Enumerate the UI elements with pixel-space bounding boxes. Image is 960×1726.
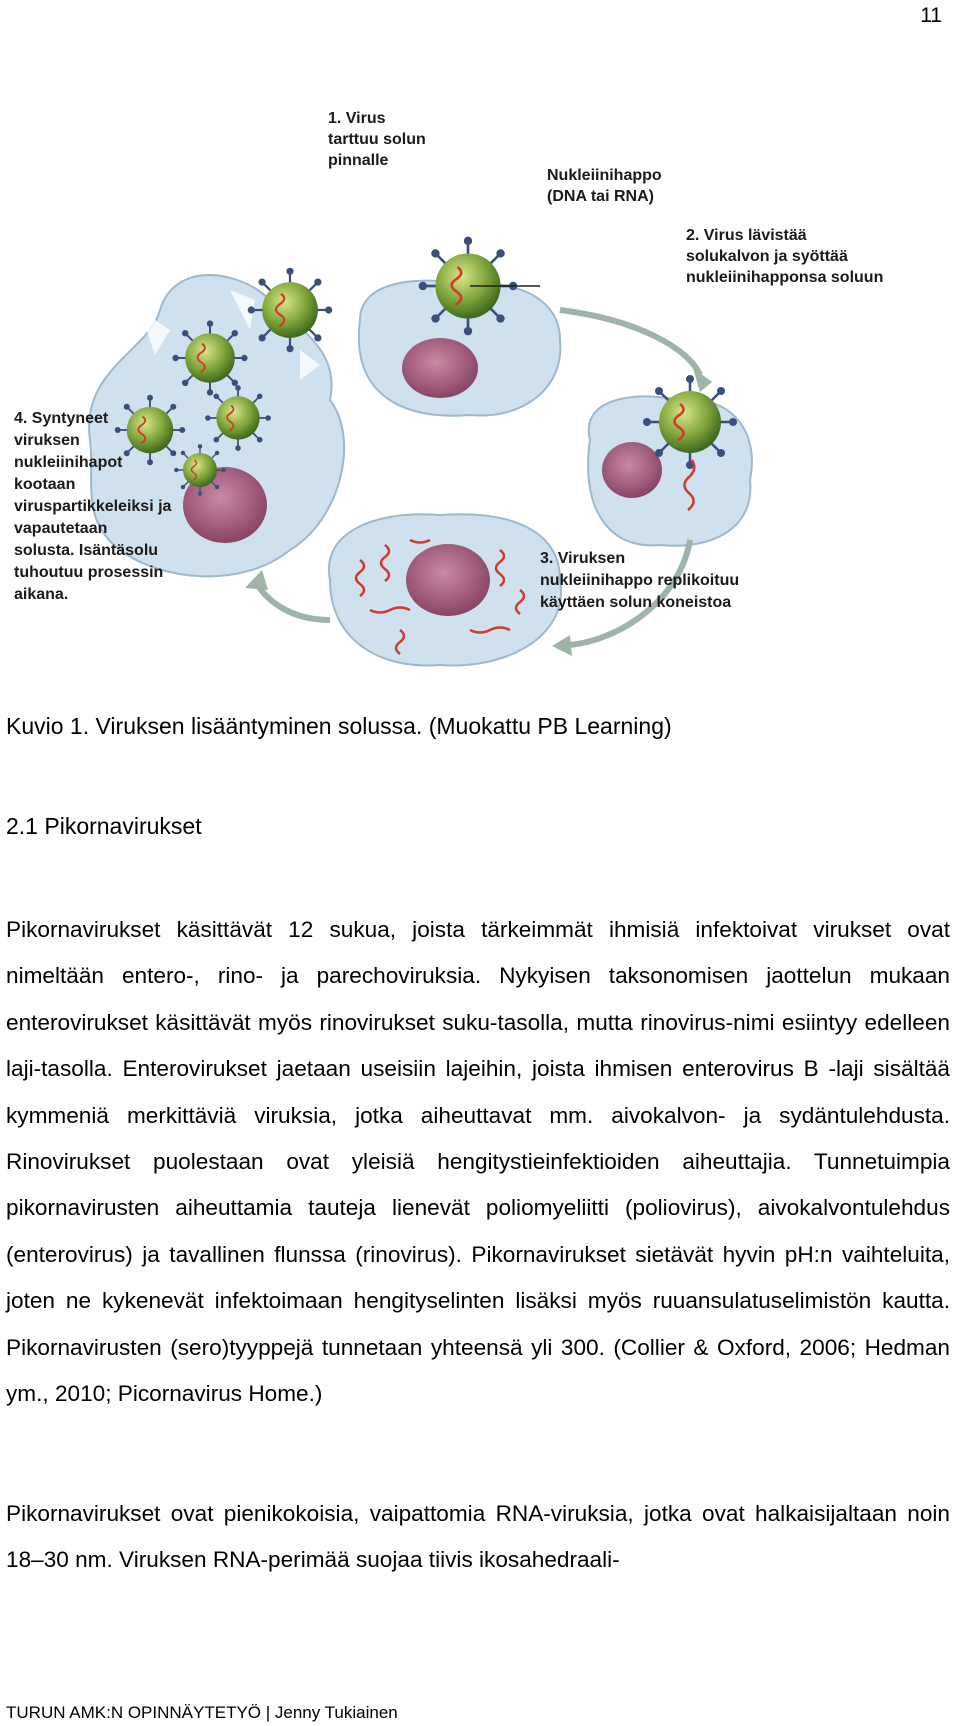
label-nucleic-line1: Nukleiinihappo xyxy=(547,167,662,184)
paragraph-1: Pikornavirukset käsittävät 12 sukua, joista tärkeimmät ihmisiä infektoivat virukset ovat nimeltään entero-, rino- ja parechoviruksia. Nykyisen taksonomisen jaottelun mukaan enterovirukset käsittävät myös rinovirukset suku-tasolla, mutta rinovirus-nimi esiintyy edelleen laji-tasolla. Enterovirukset jaetaan useisiin lajeihin, joista ihmisen enterovirus B -laji sisältää kymmeniä merkittäviä viruksia, jotka aiheuttavat mm. aivokalvon- ja sydäntulehdusta. Rinovirukset puolestaan ovat yleisiä hengitystieinfektioiden aiheuttajia. Tunnetuimpia pikornavirusten aiheuttamia tauteja lienevät poliomyeliitti (poliovirus), aivokalvontulehdus (enterovirus) ja tavallinen flunssa (rinovirus). Pikornavirukset sietävät hyvin pH:n vaihteluita, joten ne kykenevät infektoimaan hengityselinten lisäksi myös ruuansulatuselimistön kautta. Pikornavirusten (sero)tyyppejä tunnetaan yhteensä yli 300. (Collier & Oxford, 2006; Hedman ym., 2010; Picornavirus Home.) xyxy=(6,917,950,1407)
label-step1-line1: 1. Virus xyxy=(328,110,386,127)
label-step2-line3: nukleiinihapponsa soluun xyxy=(686,269,884,286)
label-step4-line1: 4. Syntyneet xyxy=(14,410,109,427)
label-step3-line3: käyttäen solun koneistoa xyxy=(540,594,732,611)
page-footer: TURUN AMK:N OPINNÄYTETYÖ | Jenny Tukiainen xyxy=(6,1703,398,1722)
section-heading: 2.1 Pikornavirukset xyxy=(6,813,202,839)
label-step4-line4: kootaan xyxy=(14,476,76,493)
bottom-cell xyxy=(329,514,561,665)
figure-caption: Kuvio 1. Viruksen lisääntyminen solussa. (Muokattu PB Learning) xyxy=(6,713,672,739)
label-step4-line9: aikana. xyxy=(14,586,69,603)
right-cell xyxy=(588,375,752,546)
label-step2-line2: solukalvon ja syöttää xyxy=(686,248,848,265)
top-cell xyxy=(359,237,560,416)
paragraph-2: Pikornavirukset ovat pienikokoisia, vaipattomia RNA-viruksia, jotka ovat halkaisijaltaan noin 18–30 nm. Viruksen RNA-perimää suojaa tiivis ikosahedraali- xyxy=(6,1501,950,1573)
label-step4-line3: nukleiinihapot xyxy=(14,454,123,471)
virus-replication-diagram xyxy=(0,100,960,680)
left-cell xyxy=(89,268,344,577)
label-step3-line1: 3. Viruksen xyxy=(540,550,626,567)
label-step3-line2: nukleiinihappo replikoituu xyxy=(540,572,740,589)
virus-replication-figure xyxy=(0,100,960,680)
label-step4-line6: vapautetaan xyxy=(14,520,108,537)
label-step4-line5: viruspartikkeleiksi ja xyxy=(14,498,172,515)
label-step1-line2: tarttuu solun xyxy=(328,131,426,148)
label-step4-line2: viruksen xyxy=(14,432,80,449)
label-nucleic-line2: (DNA tai RNA) xyxy=(547,188,654,205)
label-step1-line3: pinnalle xyxy=(328,152,389,169)
page-number: 11 xyxy=(920,4,942,27)
label-step4-line7: solusta. Isäntäsolu xyxy=(14,542,159,559)
label-step4-line8: tuhoutuu prosessin xyxy=(14,564,164,581)
label-step2-line1: 2. Virus lävistää xyxy=(686,227,807,244)
